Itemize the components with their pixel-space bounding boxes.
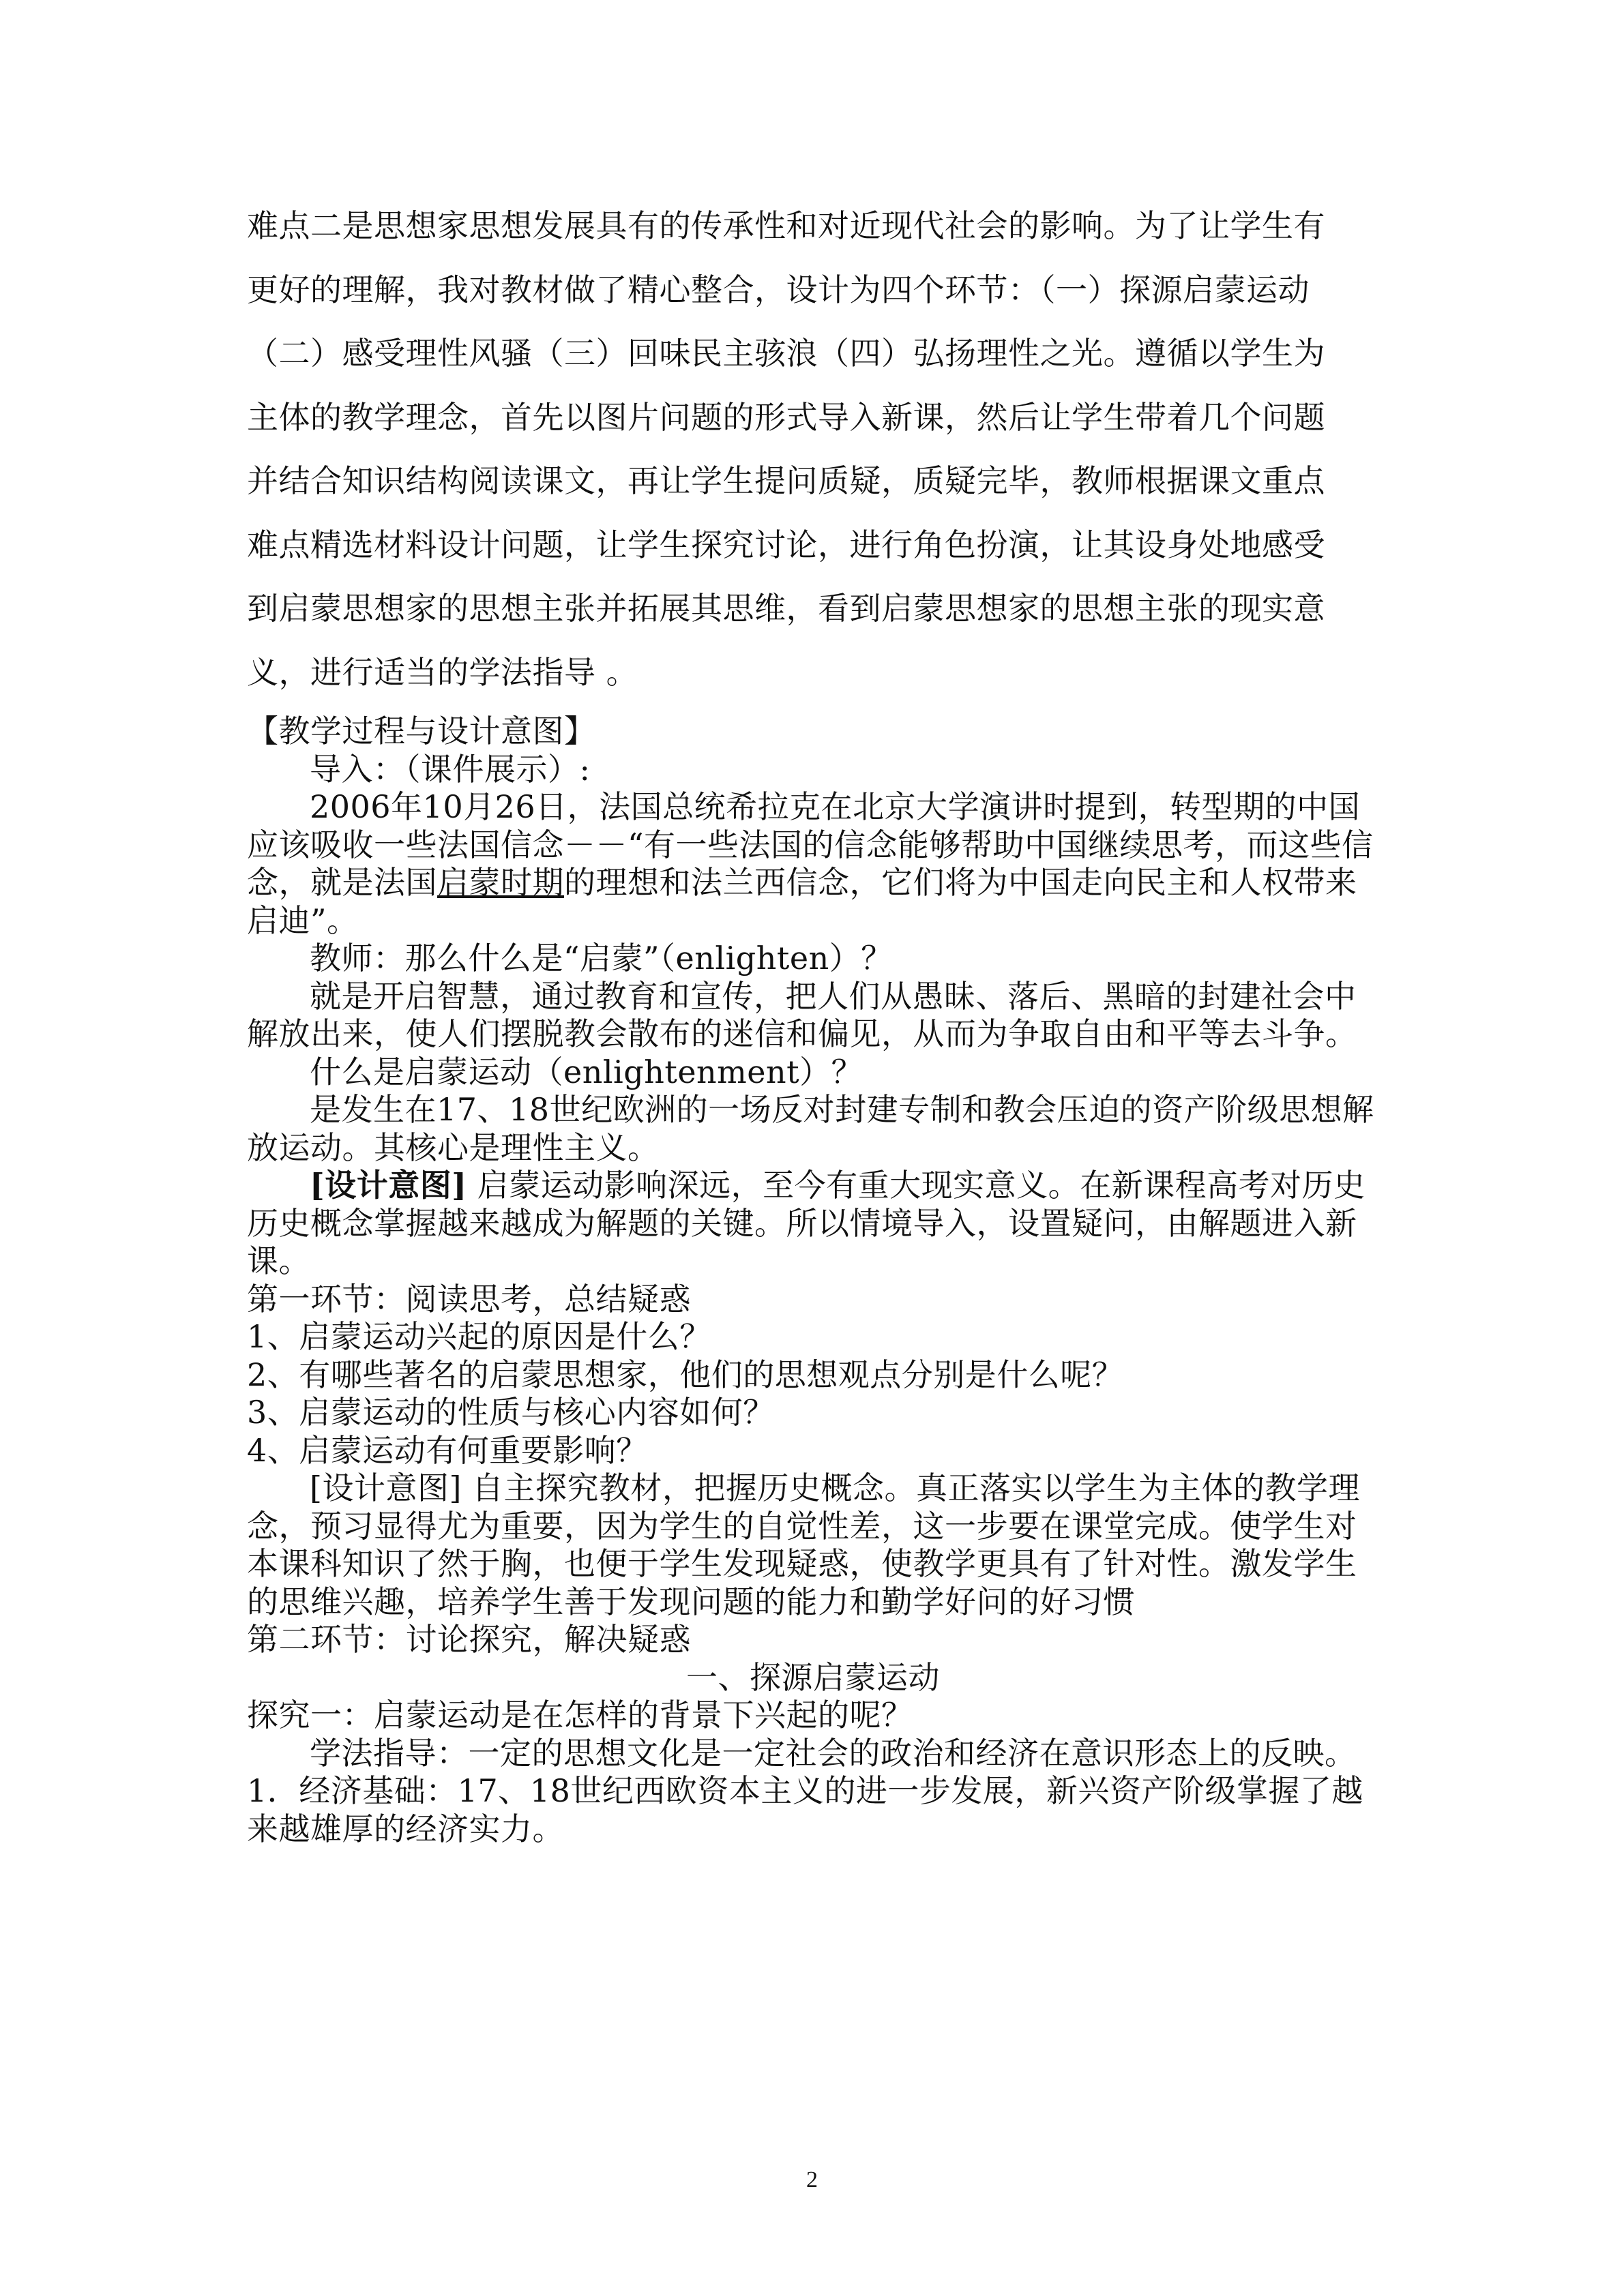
page-number: 2 [806, 2167, 818, 2192]
intro-line: （二）感受理性风骚（三）回味民主骇浪（四）弘扬理性之光。遵循以学生为 [247, 335, 1325, 372]
intro-line: 难点精选材料设计问题，让学生探究讨论，进行角色扮演，让其设身处地感受 [247, 526, 1325, 563]
intro-line: 更好的理解，我对教材做了精心整合，设计为四个环节：（一）探源启蒙运动 [247, 271, 1310, 308]
subsection-title: 一、探源启蒙运动 [686, 1658, 940, 1696]
question-item: 2、有哪些著名的启蒙思想家，他们的思想观点分别是什么呢？ [247, 1356, 1124, 1393]
chirac-text-underlined: 启蒙时期 [437, 864, 564, 901]
economic-basis: 1．经济基础：17、18世纪西欧资本主义的进一步发展，新兴资产阶级掌握了越来越雄厚的经济实力。 [247, 1772, 1363, 1847]
question-item: 3、启蒙运动的性质与核心内容如何？ [247, 1394, 775, 1431]
design-intent-1-label: [设计意图] [310, 1167, 467, 1204]
chirac-text-after: 的理想和法兰西信念，它们将为中国走向民主和人权带来启迪”。 [247, 864, 1357, 939]
intro-line: 主体的教学理念，首先以图片问题的形式导入新课，然后让学生带着几个问题 [247, 398, 1325, 436]
lesson-body [247, 713, 1379, 1848]
teacher-question: 教师：那么什么是“启蒙”（enlighten）？ [310, 940, 893, 976]
intro-line: 到启蒙思想家的思想主张并拓展其思维，看到启蒙思想家的思想主张的现实意 [247, 590, 1325, 627]
inquiry-one: 探究一：启蒙运动是在怎样的背景下兴起的呢？ [247, 1697, 913, 1733]
question-item: 1、启蒙运动兴起的原因是什么？ [247, 1318, 711, 1355]
enlighten-answer: 就是开启智慧，通过教育和宣传，把人们从愚昧、落后、黑暗的封建社会中解放出来，使人们摆脱教会散布的迷信和偏见，从而为争取自由和平等去斗争。 [247, 977, 1357, 1052]
intro-line: 并结合知识结构阅读课文，再让学生提问质疑，质疑完毕，教师根据课文重点 [247, 462, 1325, 499]
section-heading: 【教学过程与设计意图】 [247, 713, 596, 749]
movement-answer: 是发生在17、18世纪欧洲的一场反对封建专制和教会压迫的资产阶级思想解放运动。其核心是理性主义。 [247, 1091, 1374, 1166]
chirac-quote [247, 788, 1379, 940]
chirac-text-before: 2006年10月26日，法国总统希拉克在北京大学演讲时提到，转型期的中国应该吸收一些法国信念－－“有一些法国的信念能够帮助中国继续思考，而这些信念，就是法国 [247, 788, 1374, 901]
design-intent-1-text: 启蒙运动影响深远，至今有重大现实意义。在新课程高考对历史历史概念掌握越来越成为解题的关键。所以情境导入，设置疑问，由解题进入新课。 [247, 1167, 1365, 1279]
stage-one-title: 第一环节：阅读思考，总结疑惑 [247, 1280, 691, 1317]
stage-two-title: 第二环节：讨论探究，解决疑惑 [247, 1621, 691, 1658]
design-intent-2 [247, 1470, 1379, 1621]
intro-paragraph [247, 194, 1365, 704]
intro-line: 义，进行适当的学法指导 。 [247, 653, 638, 691]
design-intent-2-text: 自主探究教材，把握历史概念。真正落实以学生为主体的教学理念，预习显得尤为重要，因为学生的自觉性差，这一步要在课堂完成。使学生对本课科知识了然于胸，也便于学生发现疑惑，使教学更具有了针对性。激发学生的思维兴趣，培养学生善于发现问题的能力和勤学好问的好习惯 [247, 1470, 1361, 1620]
intro-label: 导入：（课件展示）: [310, 750, 591, 788]
intro-line: 难点二是思想家思想发展具有的传承性和对近现代社会的影响。为了让学生有 [247, 207, 1325, 244]
design-intent-2-label: [设计意图] [310, 1470, 462, 1506]
design-intent-1 [247, 1167, 1379, 1281]
movement-question: 什么是启蒙运动（enlightenment）？ [310, 1053, 863, 1090]
question-item: 4、启蒙运动有何重要影响？ [247, 1431, 648, 1469]
method-guidance: 学法指导：一定的思想文化是一定社会的政治和经济在意识形态上的反映。 [310, 1734, 1357, 1772]
